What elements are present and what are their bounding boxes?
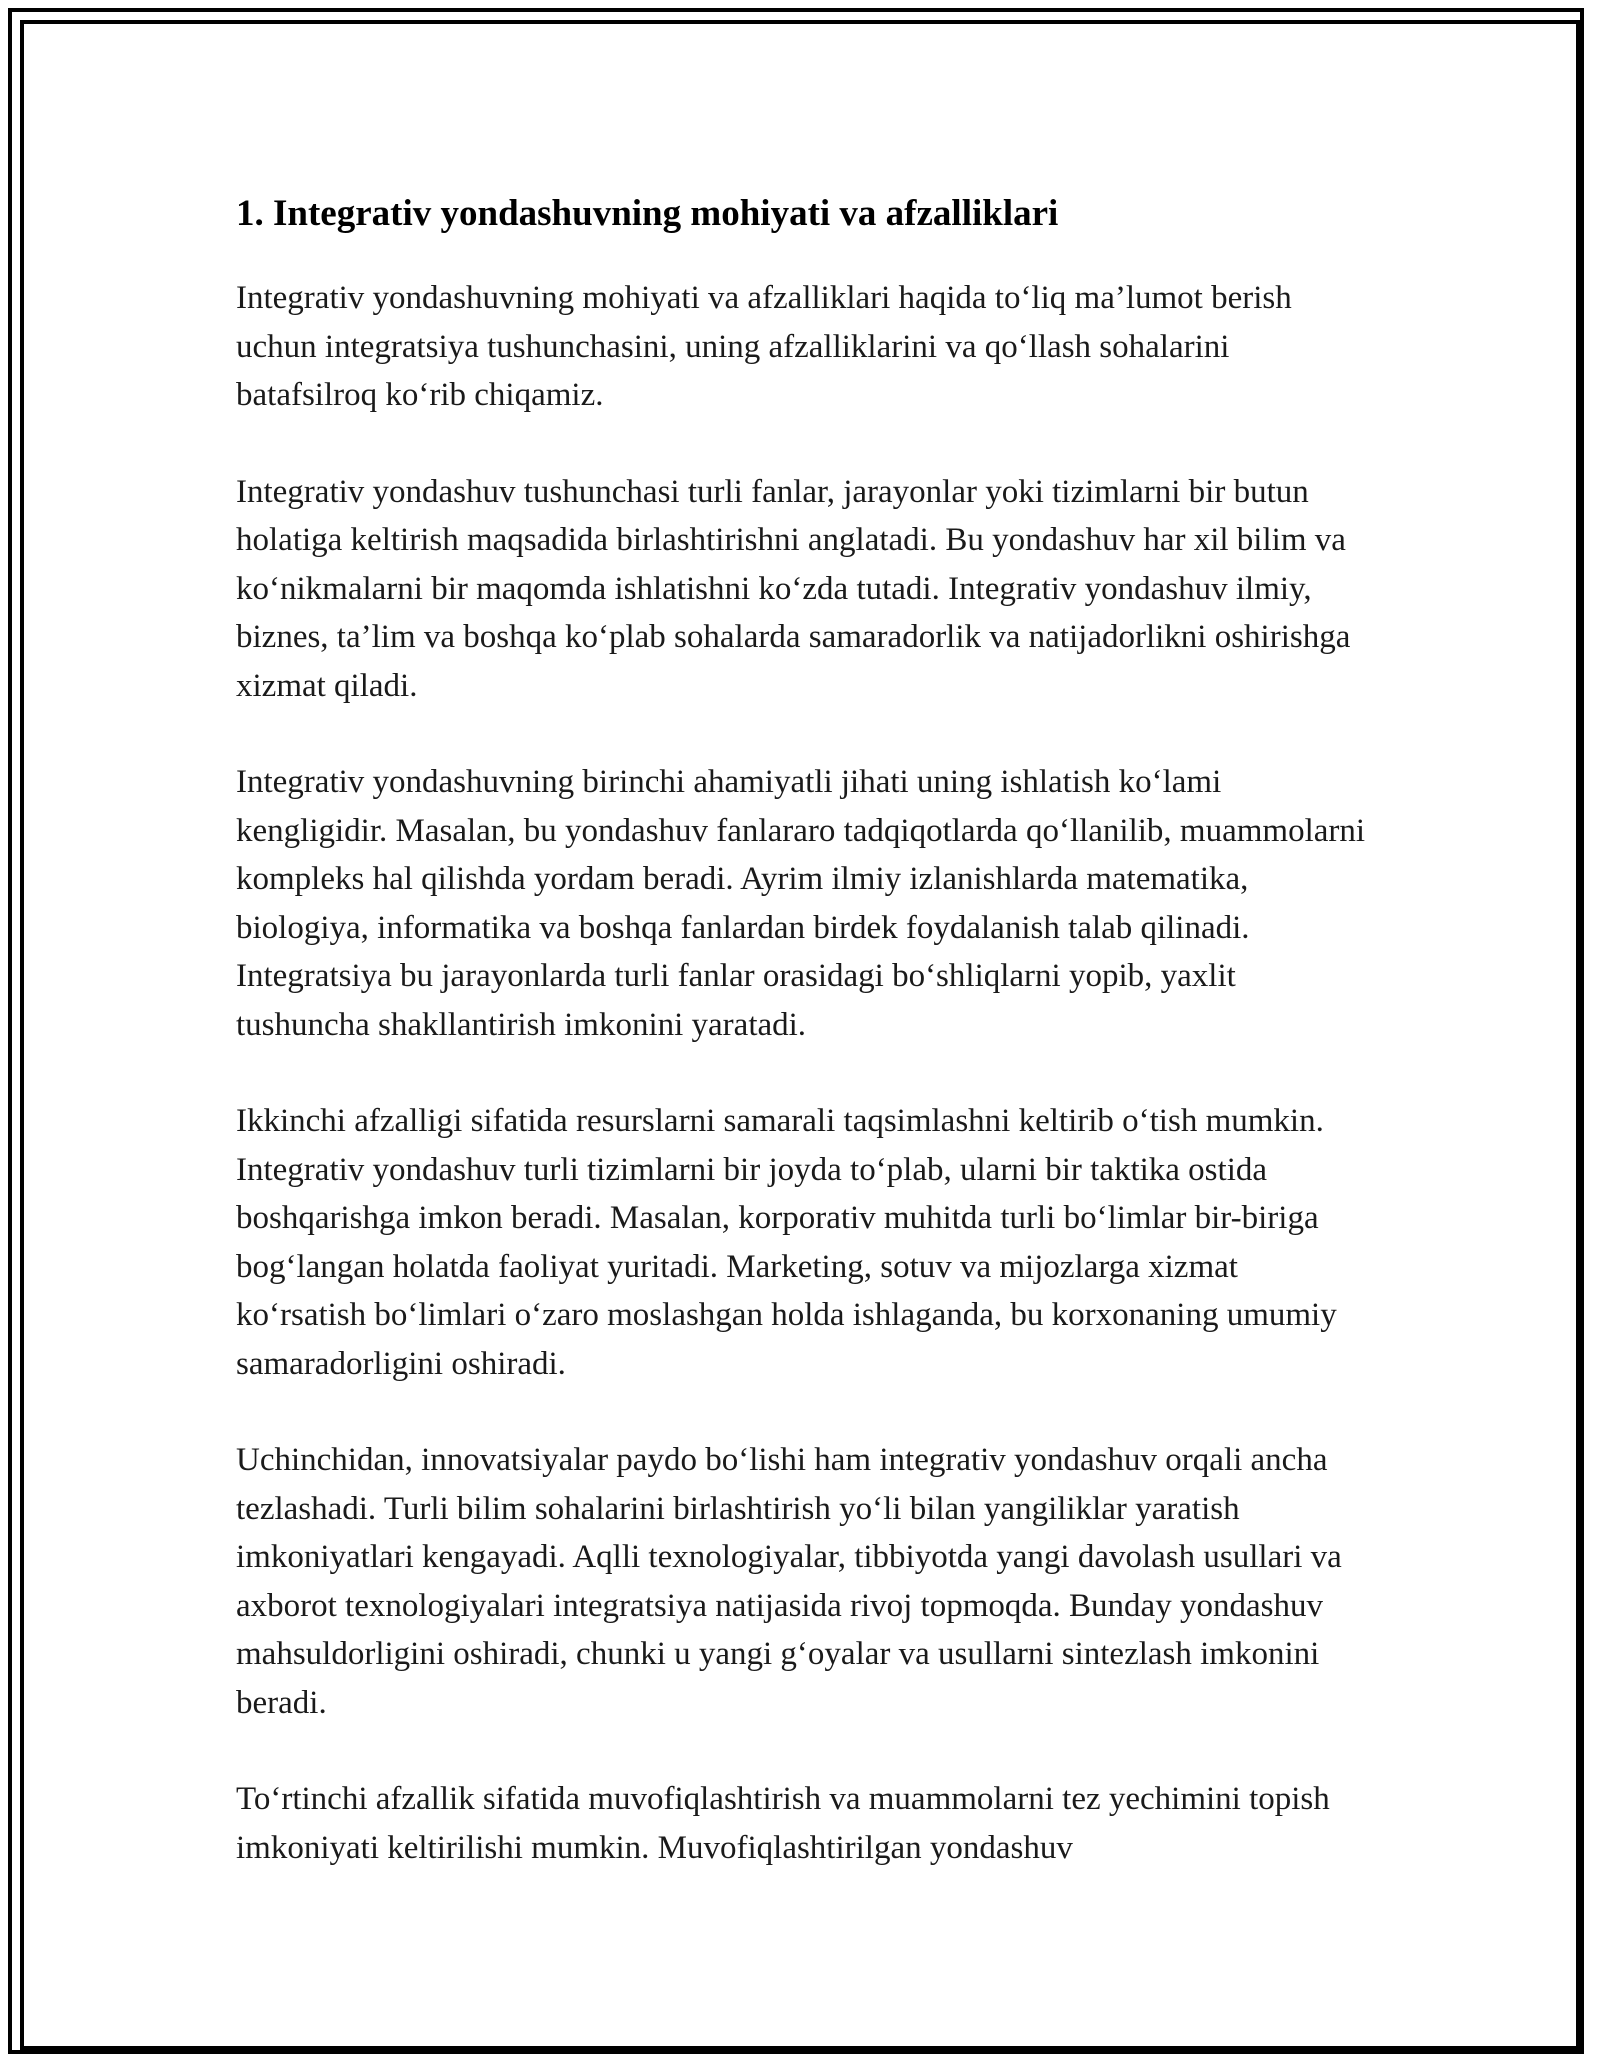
document-body bbox=[236, 184, 1366, 1920]
paragraph-first-advantage: Integrativ yondashuvning birinchi ahamiyatli jihati uning ishlatish ko‘lami kengligidir. Masalan, bu yondashuv fanlararo tadqiqotlarda qo‘llanilib, muammolarni kompleks hal qilishda yordam beradi. Ayrim ilmiy izlanishlarda matematika, biologiya, informatika va boshqa fanlardan birdek foydalanish talab qilinadi. Integratsiya bu jarayonlarda turli fanlar orasidagi bo‘shliqlarni yopib, yaxlit tushuncha shakllantirish imkonini yaratadi. bbox=[236, 764, 1366, 1043]
paragraph-second-advantage: Ikkinchi afzalligi sifatida resurslarni samarali taqsimlashni keltirib o‘tish mumkin. Integrativ yondashuv turli tizimlarni bir joyda to‘plab, ularni bir taktika ostida boshqarishga imkon beradi. Masalan, korporativ muhitda turli bo‘limlar bir-biriga bog‘langan holatda faoliyat yuritadi. Marketing, sotuv va mijozlarga xizmat ko‘rsatish bo‘limlari o‘zaro moslashgan holda ishlaganda, bu korxonaning umumiy samaradorligini oshiradi. bbox=[236, 1103, 1337, 1382]
paragraph-third-advantage: Uchinchidan, innovatsiyalar paydo bo‘lishi ham integrativ yondashuv orqali ancha tezlashadi. Turli bilim sohalarini birlashtirish yo‘li bilan yangiliklar yaratish imkoniyatlari kengayadi. Aqlli texnologiyalar, tibbiyotda yangi davolash usullari va axborot texnologiyalari integratsiya natijasida rivoj topmoqda. Bunday yondashuv mahsuldorligini oshiradi, chunki u yangi g‘oyalar va usullarni sintezlash imkonini beradi. bbox=[236, 1442, 1342, 1721]
paragraph-fourth-advantage: To‘rtinchi afzallik sifatida muvofiqlashtirish va muammolarni tez yechimini topish imkoniyati keltirilishi mumkin. Muvofiqlashtirilgan yondashuv bbox=[236, 1781, 1330, 1866]
paragraph-intro: Integrativ yondashuvning mohiyati va afzalliklari haqida to‘liq ma’lumot berish uchun integratsiya tushunchasini, uning afzalliklarini va qo‘llash sohalarini batafsilroq ko‘rib chiqamiz. bbox=[236, 280, 1292, 413]
section-heading: 1. Integrativ yondashuvning mohiyati va afzalliklari bbox=[236, 193, 1059, 234]
paragraph-concept: Integrativ yondashuv tushunchasi turli fanlar, jarayonlar yoki tizimlarni bir butun holatiga keltirish maqsadida birlashtirishni anglatadi. Bu yondashuv har xil bilim va ko‘nikmalarni bir maqomda ishlatishni ko‘zda tutadi. Integrativ yondashuv ilmiy, biznes, ta’lim va boshqa ko‘plab sohalarda samaradorlik va natijadorlikni oshirishga xizmat qiladi. bbox=[236, 473, 1351, 704]
